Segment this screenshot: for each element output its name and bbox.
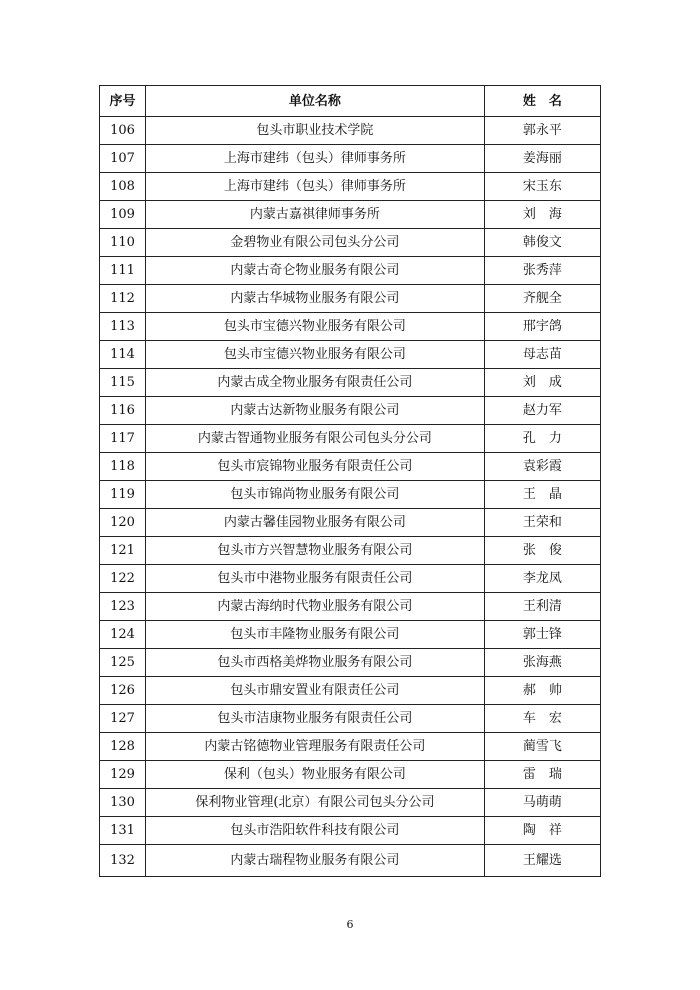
cell-unit-name: 包头市浩阳软件科技有限公司 <box>146 817 485 845</box>
cell-unit-name: 内蒙古达新物业服务有限公司 <box>146 397 485 425</box>
table-row <box>100 789 601 817</box>
cell-person-name: 王 晶 <box>484 481 600 509</box>
cell-person-name: 邢宇鸽 <box>484 313 600 341</box>
table-row <box>100 285 601 313</box>
cell-unit-name: 包头市丰隆物业服务有限公司 <box>146 621 485 649</box>
cell-unit-name: 上海市建纬（包头）律师事务所 <box>146 173 485 201</box>
cell-serial-number: 124 <box>100 621 146 649</box>
cell-unit-name: 包头市西格美烨物业服务有限公司 <box>146 649 485 677</box>
table-row <box>100 845 601 877</box>
cell-unit-name: 包头市鼎安置业有限责任公司 <box>146 677 485 705</box>
cell-serial-number: 129 <box>100 761 146 789</box>
cell-serial-number: 113 <box>100 313 146 341</box>
cell-unit-name: 包头市宸锦物业服务有限责任公司 <box>146 453 485 481</box>
cell-person-name: 郭士锋 <box>484 621 600 649</box>
table-row <box>100 705 601 733</box>
cell-serial-number: 131 <box>100 817 146 845</box>
cell-unit-name: 内蒙古海纳时代物业服务有限公司 <box>146 593 485 621</box>
cell-serial-number: 125 <box>100 649 146 677</box>
cell-serial-number: 115 <box>100 369 146 397</box>
cell-person-name: 雷 瑞 <box>484 761 600 789</box>
cell-unit-name: 内蒙古奇仑物业服务有限公司 <box>146 257 485 285</box>
cell-unit-name: 上海市建纬（包头）律师事务所 <box>146 145 485 173</box>
cell-unit-name: 包头市职业技术学院 <box>146 117 485 145</box>
cell-person-name: 韩俊文 <box>484 229 600 257</box>
cell-unit-name: 包头市洁康物业服务有限责任公司 <box>146 705 485 733</box>
cell-serial-number: 126 <box>100 677 146 705</box>
table-row <box>100 341 601 369</box>
cell-unit-name: 内蒙古华城物业服务有限公司 <box>146 285 485 313</box>
cell-serial-number: 121 <box>100 537 146 565</box>
cell-serial-number: 110 <box>100 229 146 257</box>
cell-person-name: 齐舰全 <box>484 285 600 313</box>
cell-person-name: 刘 成 <box>484 369 600 397</box>
cell-unit-name: 保利物业管理(北京）有限公司包头分公司 <box>146 789 485 817</box>
table-row <box>100 201 601 229</box>
cell-serial-number: 109 <box>100 201 146 229</box>
cell-person-name: 马萌萌 <box>484 789 600 817</box>
header-unit-name: 单位名称 <box>146 86 485 117</box>
table-row <box>100 257 601 285</box>
table-row <box>100 509 601 537</box>
table-row <box>100 145 601 173</box>
cell-unit-name: 内蒙古铭德物业管理服务有限责任公司 <box>146 733 485 761</box>
cell-unit-name: 包头市方兴智慧物业服务有限公司 <box>146 537 485 565</box>
cell-unit-name: 内蒙古嘉祺律师事务所 <box>146 201 485 229</box>
cell-person-name: 张秀萍 <box>484 257 600 285</box>
cell-serial-number: 114 <box>100 341 146 369</box>
cell-unit-name: 保利（包头）物业服务有限公司 <box>146 761 485 789</box>
table-row <box>100 173 601 201</box>
cell-person-name: 刘 海 <box>484 201 600 229</box>
cell-unit-name: 包头市宝德兴物业服务有限公司 <box>146 341 485 369</box>
table-header-row <box>100 86 601 117</box>
cell-person-name: 张海燕 <box>484 649 600 677</box>
table-row <box>100 649 601 677</box>
cell-person-name: 李龙凤 <box>484 565 600 593</box>
header-person-name: 姓 名 <box>484 86 600 117</box>
table-row <box>100 425 601 453</box>
cell-serial-number: 112 <box>100 285 146 313</box>
cell-person-name: 王耀选 <box>484 845 600 877</box>
table-row <box>100 621 601 649</box>
page-number: 6 <box>346 918 354 931</box>
cell-person-name: 赵力军 <box>484 397 600 425</box>
cell-person-name: 王利清 <box>484 593 600 621</box>
cell-unit-name: 包头市宝德兴物业服务有限公司 <box>146 313 485 341</box>
table-row <box>100 313 601 341</box>
cell-person-name: 姜海丽 <box>484 145 600 173</box>
cell-serial-number: 127 <box>100 705 146 733</box>
table-row <box>100 453 601 481</box>
cell-unit-name: 内蒙古智通物业服务有限公司包头分公司 <box>146 425 485 453</box>
cell-person-name: 蔺雪飞 <box>484 733 600 761</box>
cell-person-name: 张 俊 <box>484 537 600 565</box>
cell-person-name: 母志苗 <box>484 341 600 369</box>
cell-unit-name: 内蒙古瑞程物业服务有限公司 <box>146 845 485 877</box>
table-row <box>100 677 601 705</box>
cell-serial-number: 117 <box>100 425 146 453</box>
table-row <box>100 733 601 761</box>
table-row <box>100 369 601 397</box>
cell-person-name: 陶 祥 <box>484 817 600 845</box>
cell-serial-number: 116 <box>100 397 146 425</box>
roster-table <box>99 85 601 877</box>
cell-serial-number: 122 <box>100 565 146 593</box>
cell-unit-name: 包头市中港物业服务有限责任公司 <box>146 565 485 593</box>
table-row <box>100 229 601 257</box>
cell-person-name: 车 宏 <box>484 705 600 733</box>
cell-serial-number: 119 <box>100 481 146 509</box>
cell-serial-number: 106 <box>100 117 146 145</box>
cell-serial-number: 130 <box>100 789 146 817</box>
cell-person-name: 郝 帅 <box>484 677 600 705</box>
header-serial-number: 序号 <box>100 86 146 117</box>
cell-serial-number: 128 <box>100 733 146 761</box>
cell-serial-number: 118 <box>100 453 146 481</box>
cell-unit-name: 内蒙古馨佳园物业服务有限公司 <box>146 509 485 537</box>
cell-person-name: 孔 力 <box>484 425 600 453</box>
cell-serial-number: 107 <box>100 145 146 173</box>
table-row <box>100 537 601 565</box>
table-row <box>100 593 601 621</box>
cell-person-name: 王荣和 <box>484 509 600 537</box>
table-row <box>100 481 601 509</box>
cell-serial-number: 111 <box>100 257 146 285</box>
cell-person-name: 宋玉东 <box>484 173 600 201</box>
table-row <box>100 817 601 845</box>
table-row <box>100 397 601 425</box>
cell-person-name: 袁彩霞 <box>484 453 600 481</box>
cell-serial-number: 120 <box>100 509 146 537</box>
cell-serial-number: 108 <box>100 173 146 201</box>
table-row <box>100 761 601 789</box>
cell-serial-number: 132 <box>100 845 146 877</box>
table-row <box>100 117 601 145</box>
table-row <box>100 565 601 593</box>
cell-unit-name: 内蒙古成全物业服务有限责任公司 <box>146 369 485 397</box>
cell-unit-name: 金碧物业有限公司包头分公司 <box>146 229 485 257</box>
cell-unit-name: 包头市锦尚物业服务有限公司 <box>146 481 485 509</box>
cell-serial-number: 123 <box>100 593 146 621</box>
cell-person-name: 郭永平 <box>484 117 600 145</box>
